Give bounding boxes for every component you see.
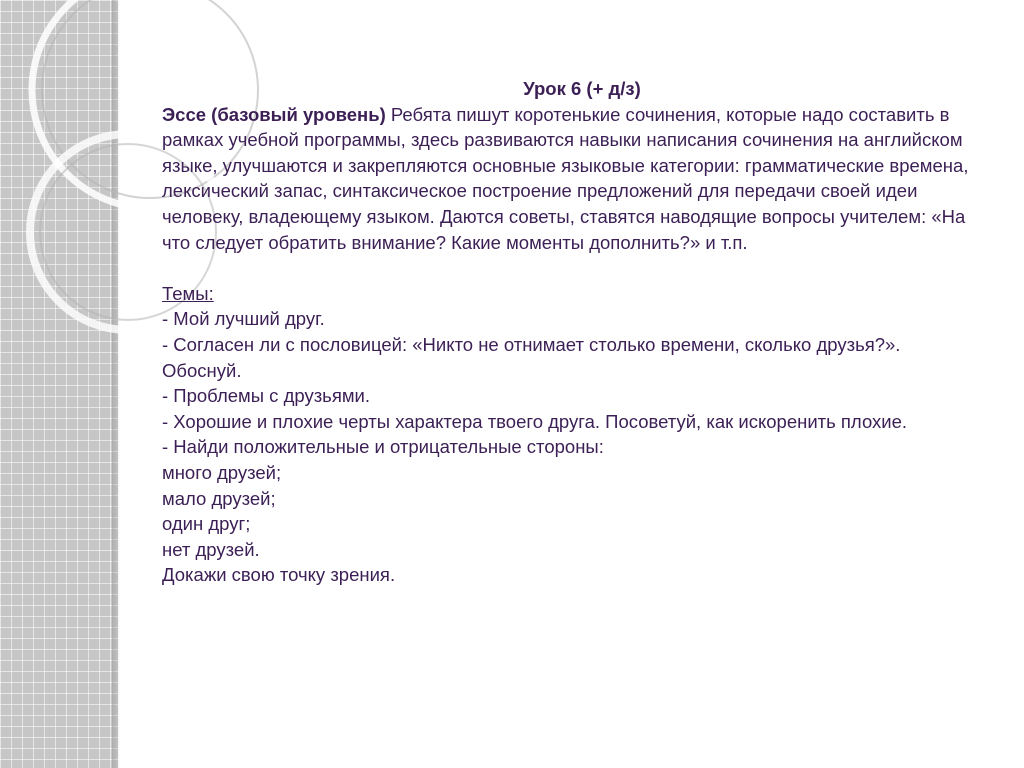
topic-item: - Мой лучший друг. [162, 308, 325, 330]
spacer [162, 255, 982, 281]
option-item: мало друзей; [162, 487, 276, 509]
slide-content [162, 76, 982, 588]
slide-title: Урок 6 (+ д/з) [523, 78, 641, 99]
intro-lead: Эссе (базовый уровень) [162, 103, 386, 125]
topic-item: - Хорошие и плохие черты характера твоего друга. Посоветуй, как искоренить плохие. [162, 410, 908, 432]
option-item: много друзей; [162, 461, 282, 483]
option-item: один друг; [162, 513, 251, 535]
topics-heading: Темы: [162, 282, 214, 304]
option-item: нет друзей. [162, 538, 260, 560]
intro-paragraph [162, 102, 982, 256]
topic-item: - Согласен ли с пословицей: «Никто не отнимает столько времени, сколько друзья?». Обоснуй. [162, 333, 901, 381]
closing-line: Докажи свою точку зрения. [162, 564, 396, 586]
topic-item: - Найди положительные и отрицательные стороны: [162, 436, 604, 458]
intro-text: Ребята пишут коротенькие сочинения, которые надо составить в рамках учебной программы, здесь развиваются навыки написания сочинения на английском языке, улучшаются и закрепляются основные языковые категории: грамматические времена, лексический запас, синтаксическое построение предложений для передачи своей идеи человеку, владеющему языком. Даются советы, ставятся наводящие вопросы учителем: «На что следует обратить внимание? Какие моменты дополнить?» и т.п. [162, 103, 969, 253]
topic-item: - Проблемы с друзьями. [162, 385, 371, 407]
